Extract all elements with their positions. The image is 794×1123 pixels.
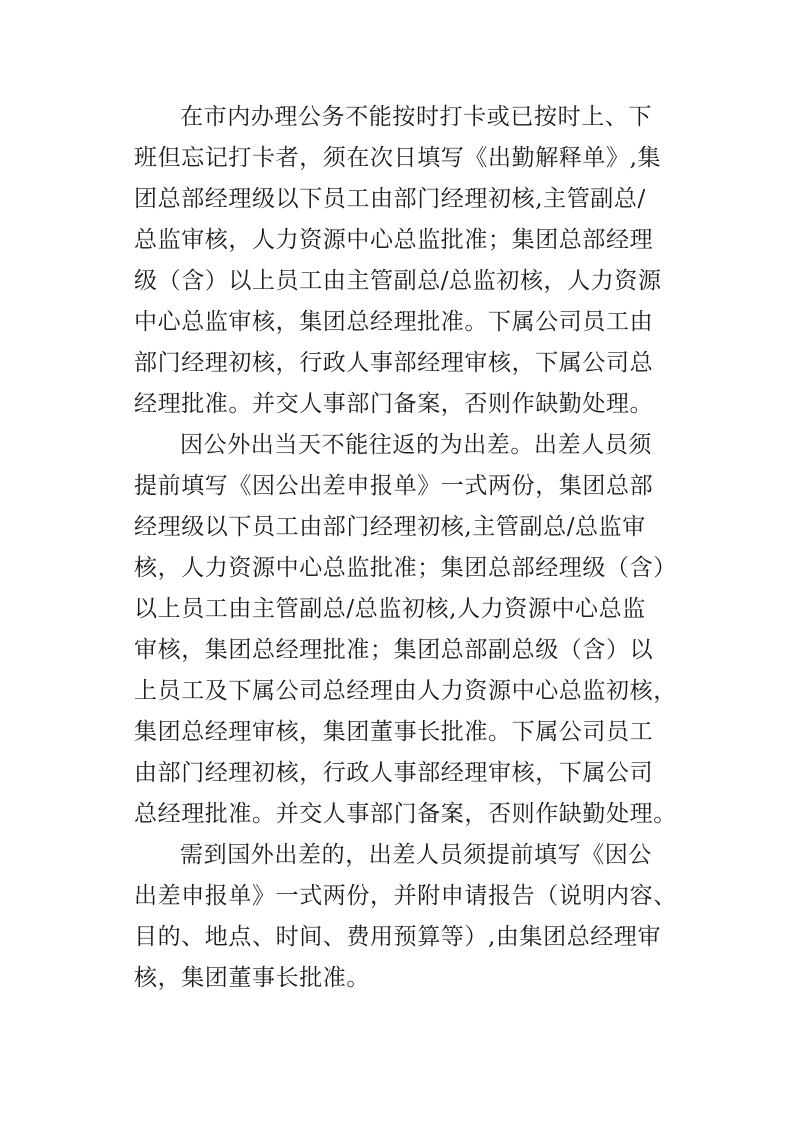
paragraph-attendance-explanation — [134, 97, 674, 425]
paragraph-line: 经理批准。并交人事部门备案，否则作缺勤处理。 — [134, 391, 654, 417]
paragraph-line: 核，集团董事长批准。 — [134, 965, 370, 991]
paragraph-line: 目的、地点、时间、费用预算等）,由集团总经理审 — [134, 924, 662, 950]
paragraph-line: 中心总监审核，集团总经理批准。下属公司员工由 — [134, 309, 654, 335]
paragraph-line: 核，人力资源中心总监批准；集团总部经理级（含） — [134, 555, 677, 581]
paragraph-line: 出差申报单》一式两份，并附申请报告（说明内容、 — [134, 883, 677, 909]
paragraph-line: 以上员工由主管副总/总监初核,人力资源中心总监 — [134, 596, 646, 622]
paragraph-line: 需到国外出差的，出差人员须提前填写《因公 — [180, 842, 652, 868]
paragraph-line: 总监审核，人力资源中心总监批准；集团总部经理 — [134, 227, 654, 253]
paragraph-line: 因公外出当天不能往返的为出差。出差人员须 — [180, 432, 652, 458]
paragraph-line: 集团总经理审核，集团董事长批准。下属公司员工 — [134, 719, 654, 745]
paragraph-business-trip — [134, 425, 677, 835]
paragraph-line: 提前填写《因公出差申报单》一式两份，集团总部 — [134, 473, 654, 499]
paragraph-line: 部门经理初核，行政人事部经理审核，下属公司总 — [134, 350, 654, 376]
document-body — [134, 97, 677, 999]
paragraph-line: 上员工及下属公司总经理由人力资源中心总监初核， — [134, 678, 677, 704]
paragraph-line: 团总部经理级以下员工由部门经理初核,主管副总/ — [134, 186, 646, 212]
paragraph-line: 审核，集团总经理批准；集团总部副总级（含）以 — [134, 637, 654, 663]
paragraph-line: 级（含）以上员工由主管副总/总监初核，人力资源 — [134, 268, 662, 294]
paragraph-line: 由部门经理初核，行政人事部经理审核，下属公司 — [134, 760, 654, 786]
paragraph-overseas-trip — [134, 835, 677, 999]
paragraph-line: 在市内办理公务不能按时打卡或已按时上、下 — [180, 104, 652, 130]
paragraph-line: 总经理批准。并交人事部门备案，否则作缺勤处理。 — [134, 801, 677, 827]
paragraph-line: 经理级以下员工由部门经理初核,主管副总/总监审 — [134, 514, 646, 540]
paragraph-line: 班但忘记打卡者，须在次日填写《出勤解释单》,集 — [134, 145, 662, 171]
